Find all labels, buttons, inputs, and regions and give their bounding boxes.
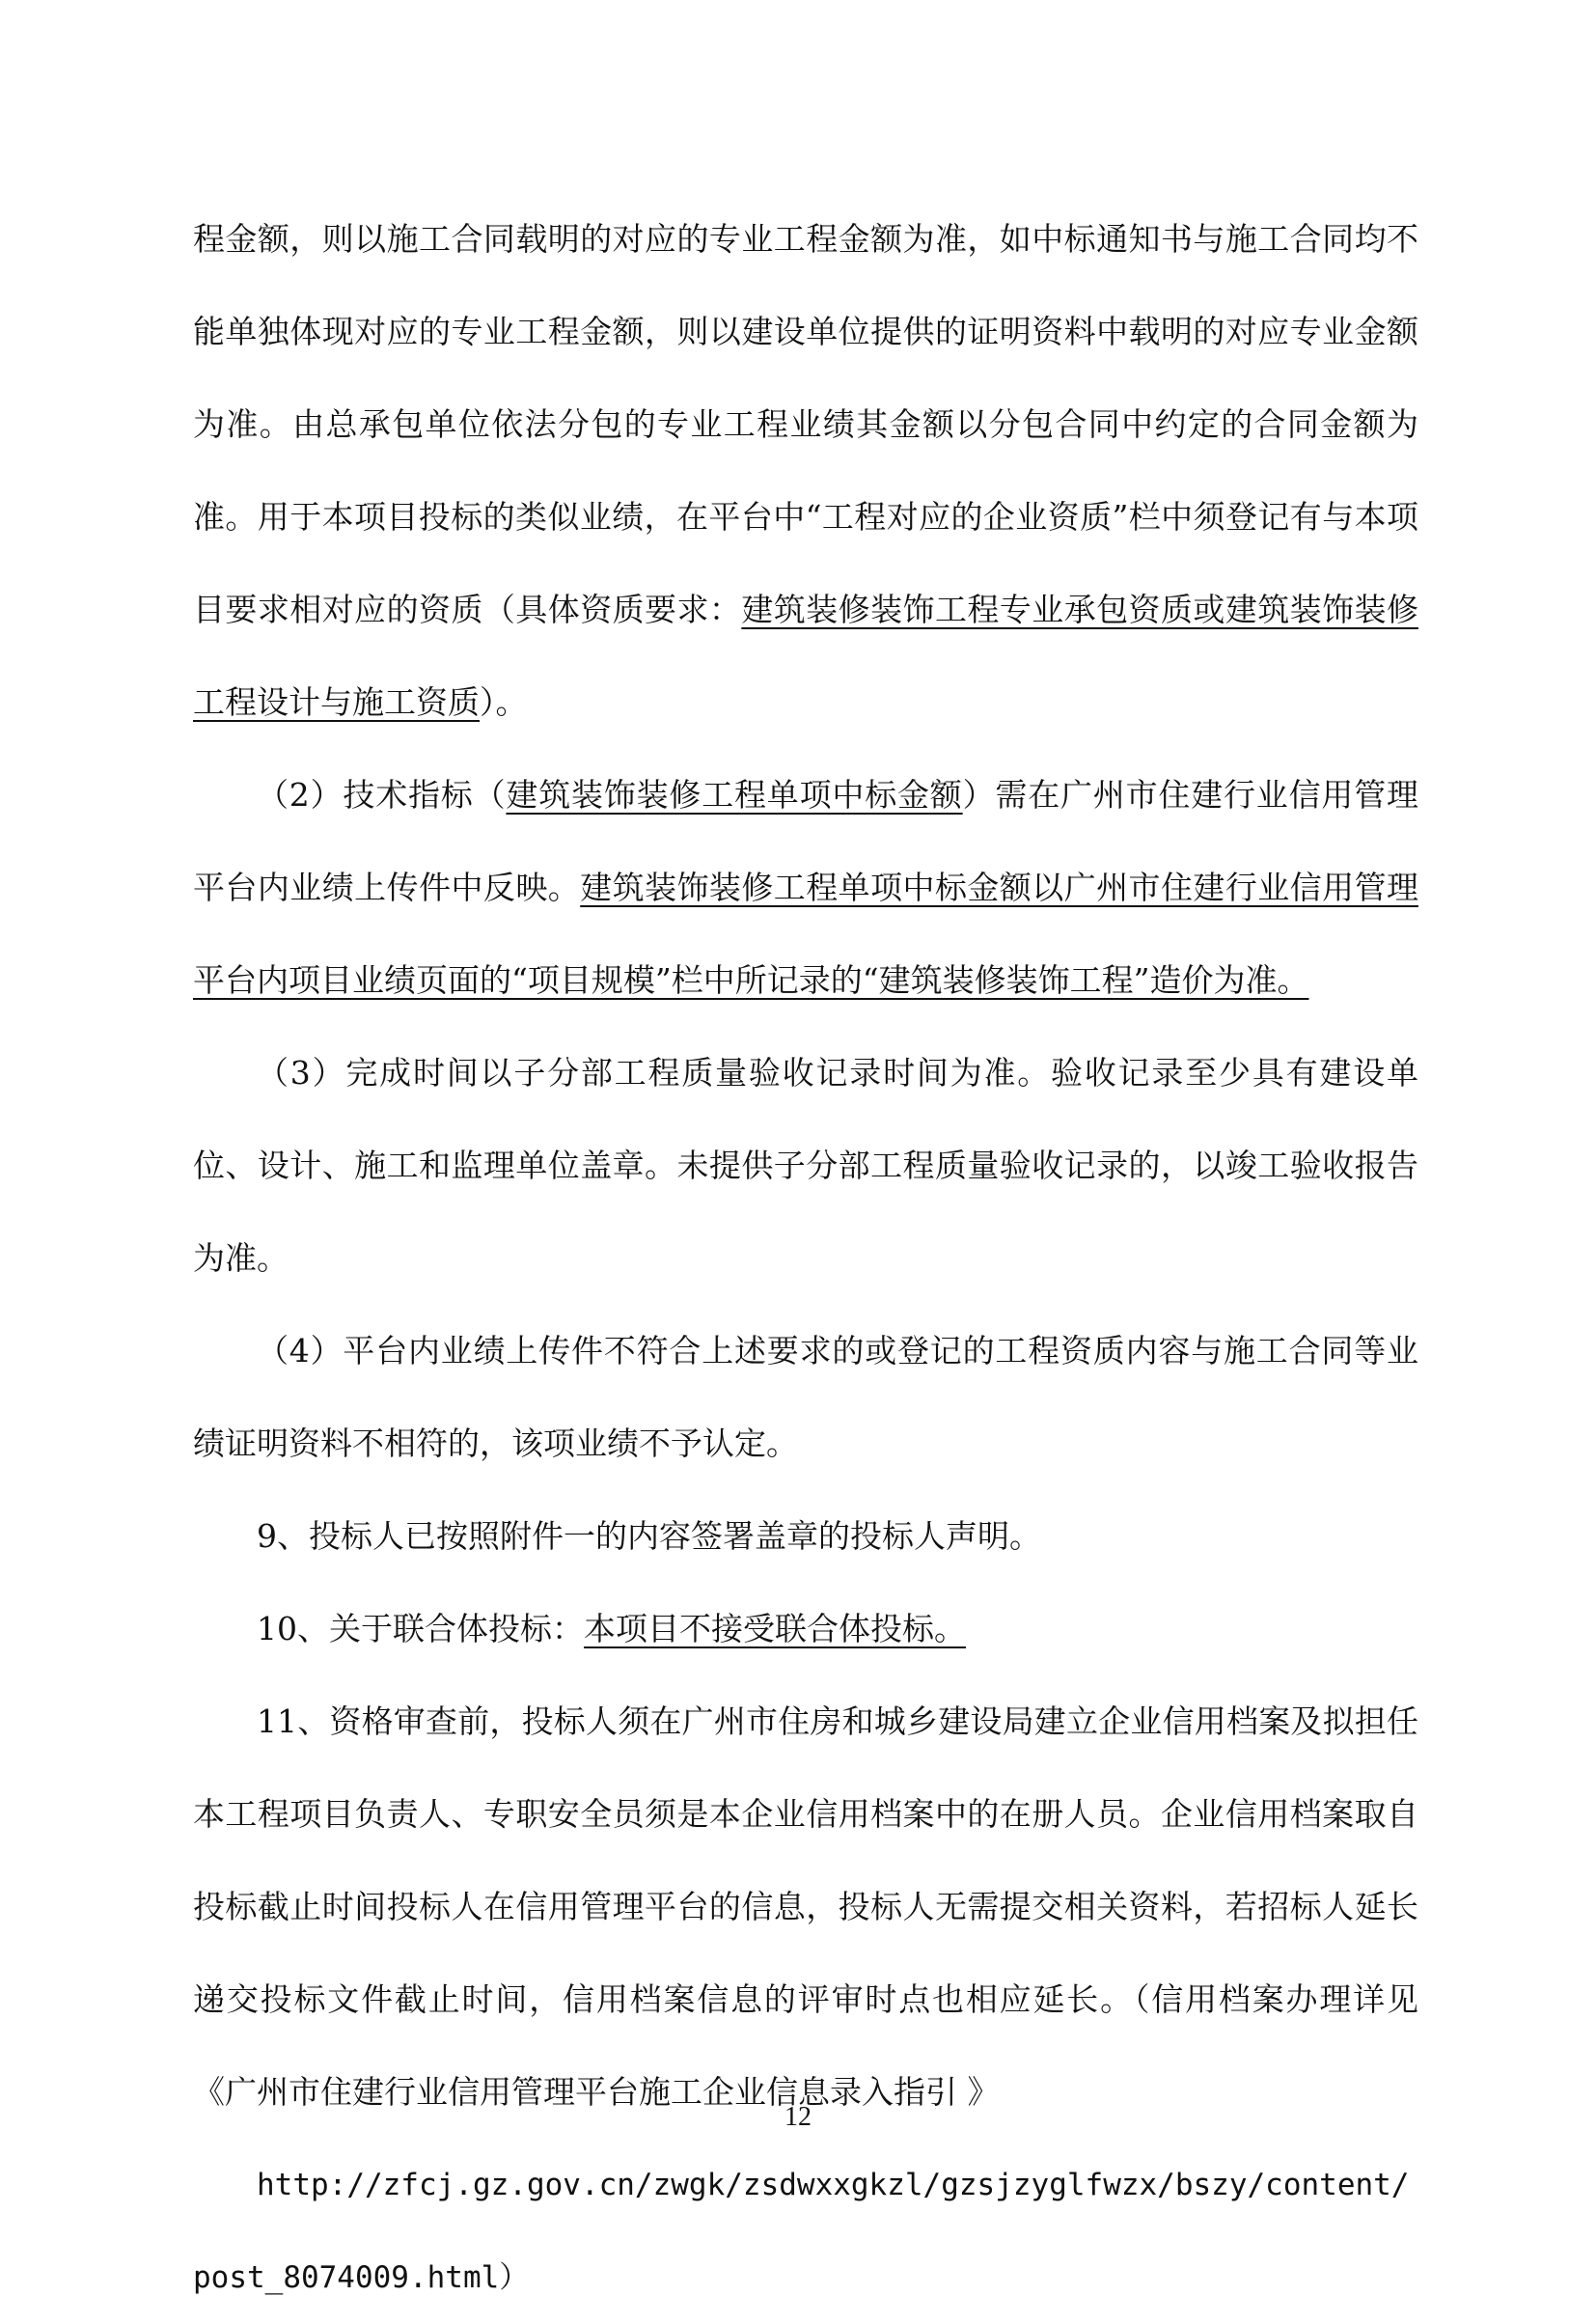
page-number: 12 <box>784 2102 812 2132</box>
paragraph-technical-indicator <box>193 749 1418 1027</box>
text-run: 程金额，则以施工合同载明的对应的专业工程金额为准，如中标通知书与施工合同均不能单独体现对应的专业工程金额，则以建设单位提供的证明资料中载明的对应专业金额为准。由总承包单位依法分包的专业工程业绩其金额以分包合同中约定的合同金额为准。用于本项目投标的类似业绩，在平台中“工程对应的企业资质”栏中须登记有与本项目要求相对应的资质（具体资质要求： <box>193 220 1418 628</box>
text-run: （2）技术指标（ <box>257 776 507 814</box>
paragraph-credit-file: 11、资格审查前，投标人须在广州市住房和城乡建设局建立企业信用档案及拟担任本工程项目负责人、专职安全员须是本企业信用档案中的在册人员。企业信用档案取自投标截止时间投标人在信用管理平台的信息，投标人无需提交相关资料，若招标人延长递交投标文件截止时间，信用档案信息的评审时点也相应延长。（信用档案办理详见《广州市住建行业信用管理平台施工企业信息录入指引 》 <box>193 1702 1418 2111</box>
paragraph-credit-guide-url: http://zfcj.gz.gov.cn/zwgk/zsdwxxgkzl/gzsjzyglfwzx/bszy/content/post_8074009.html） <box>193 2168 1410 2295</box>
paragraph-bidder-declaration: 9、投标人已按照附件一的内容签署盖章的投标人声明。 <box>257 1517 1041 1555</box>
text-run: ）需在广州市住建行业信用管理平台内业绩上传件中反映。 <box>193 776 1419 906</box>
underlined-indicator-name: 建筑装饰装修工程单项中标金额 <box>506 776 963 814</box>
text-run: 10、关于联合体投标： <box>257 1610 584 1647</box>
paragraph-completion-time: （3）完成时间以子分部工程质量验收记录时间为准。验收记录至少具有建设单位、设计、施工和监理单位盖章。未提供子分部工程质量验收记录的，以竣工验收报告为准。 <box>193 1054 1418 1277</box>
underlined-consortium-rule: 本项目不接受联合体投标。 <box>584 1610 966 1647</box>
paragraph-performance-amount <box>193 193 1418 749</box>
document-body <box>193 193 1418 2324</box>
underlined-indicator-rule: 建筑装饰装修工程单项中标金额以广州市住建行业信用管理平台内项目业绩页面的“项目规模”栏中所记录的“建筑装修装饰工程”造价为准。 <box>193 869 1419 999</box>
text-run: ）。 <box>480 683 528 721</box>
paragraph-consortium-bidding <box>193 1583 1418 1675</box>
underlined-qualification-requirement: 建筑装修装饰工程专业承包资质或建筑装饰装修工程设计与施工资质 <box>193 591 1419 721</box>
paragraph-upload-mismatch: （4）平台内业绩上传件不符合上述要求的或登记的工程资质内容与施工合同等业绩证明资料不相符的，该项业绩不予认定。 <box>193 1332 1418 1462</box>
